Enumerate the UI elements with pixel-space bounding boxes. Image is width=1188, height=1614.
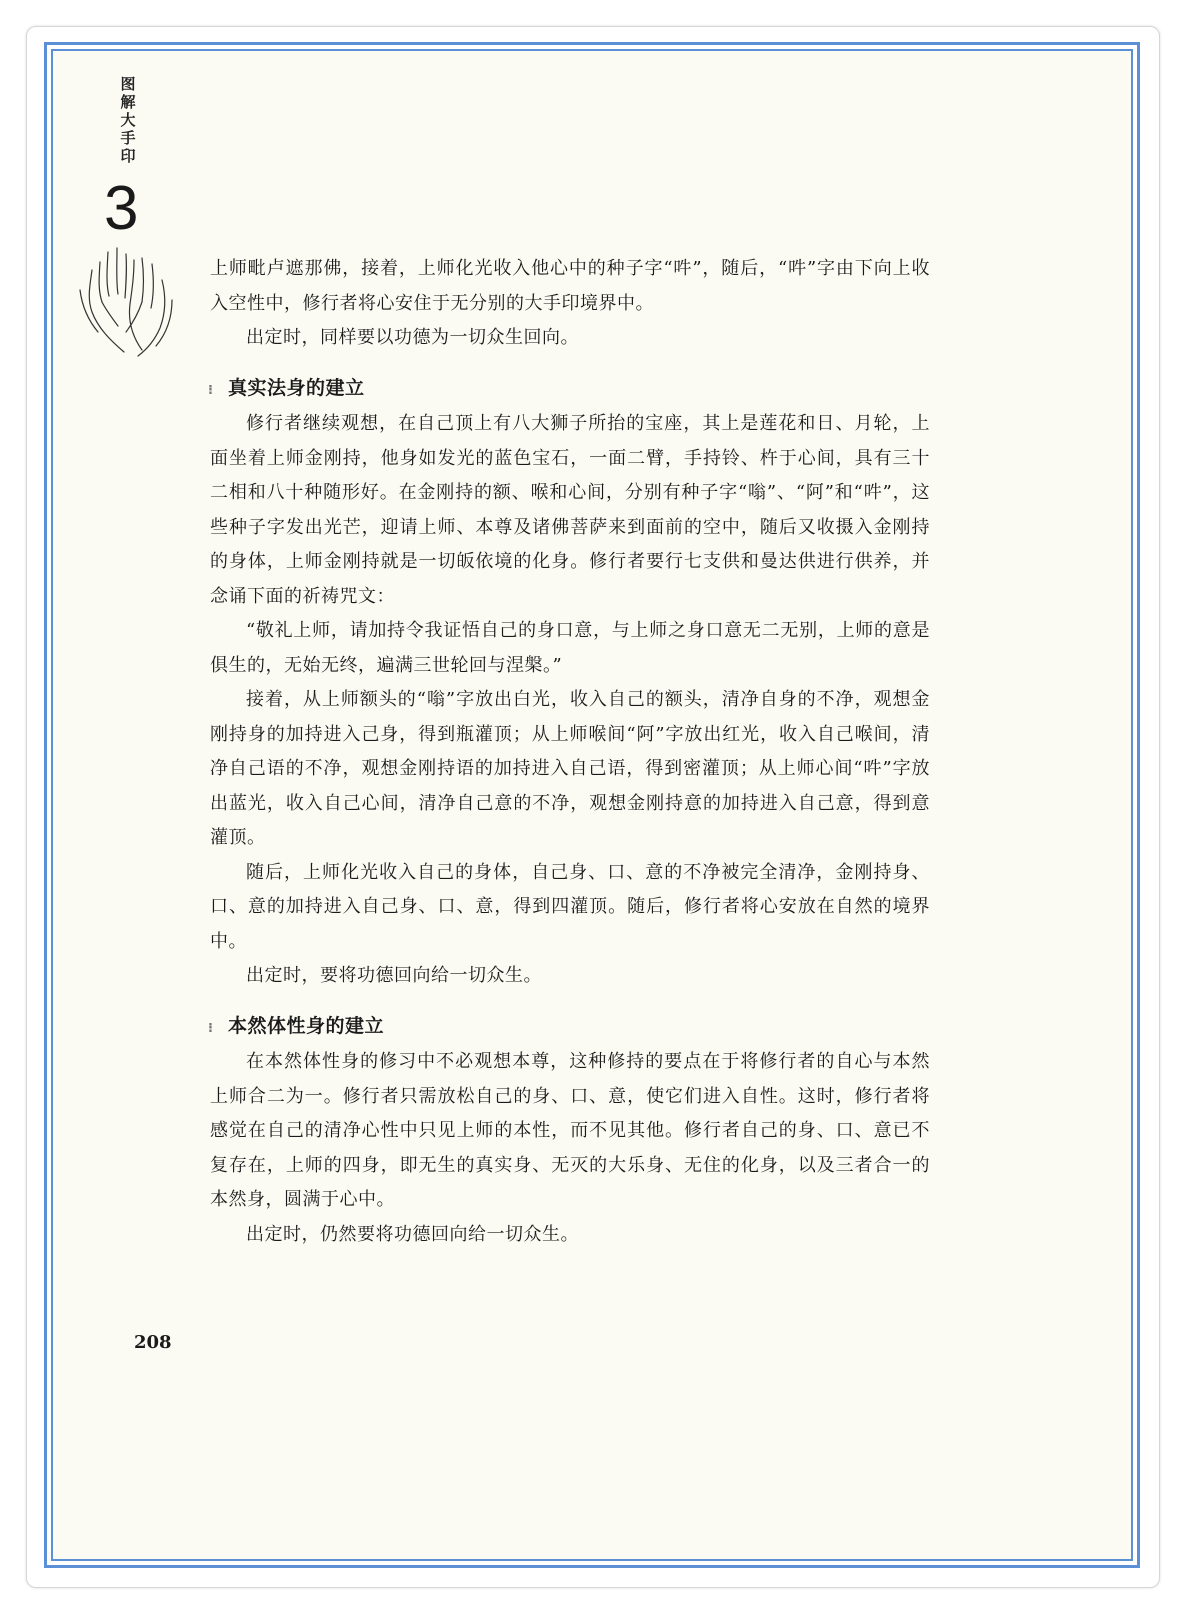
- paragraph: 随后，上师化光收入自己的身体，自己身、口、意的不净被完全清净，金刚持身、口、意的加持进入自己身、口、意，得到四灌顶。随后，修行者将心安放在自然的境界中。: [210, 861, 930, 952]
- chapter-number: 3: [104, 174, 139, 243]
- section-heading-text: 本然体性身的建立: [228, 1014, 385, 1037]
- section-marker-icon: ⁝: [208, 382, 214, 398]
- side-title: 图解大手印: [120, 75, 136, 165]
- paragraph: 上师毗卢遮那佛，接着，上师化光收入他心中的种子字“吽”，随后，“吽”字由下向上收入空性中，修行者将心安住于无分别的大手印境界中。: [210, 258, 930, 314]
- section-marker-icon: ⁝: [208, 1020, 214, 1036]
- paragraph: “敬礼上师，请加持令我证悟自己的身口意，与上师之身口意无二无别，上师的意是俱生的，无始无终，遍满三世轮回与涅槃。”: [210, 620, 930, 676]
- paragraph: 出定时，要将功德回向给一切众生。: [246, 965, 542, 986]
- section-heading-text: 真实法身的建立: [228, 376, 365, 399]
- paragraph: 在本然体性身的修习中不必观想本尊，这种修持的要点在于将修行者的自心与本然上师合二为一。修行者只需放松自己的身、口、意，使它们进入自性。这时，修行者将感觉在自己的清净心性中只见上师的本性，而不见其他。修行者自己的身、口、意已不复存在，上师的四身，即无生的真实身、无灭的大乐身、无住的化身，以及三者合一的本然身，圆满于心中。: [210, 1051, 930, 1210]
- paragraph: 修行者继续观想，在自己顶上有八大狮子所抬的宝座，其上是莲花和日、月轮，上面坐着上师金刚持，他身如发光的蓝色宝石，一面二臂，手持铃、杵于心间，具有三十二相和八十种随形好。在金刚持的额、喉和心间，分别有种子字“嗡”、“阿”和“吽”，这些种子字发出光芒，迎请上师、本尊及诸佛菩萨来到面前的空中，随后又收摄入金刚持的身体，上师金刚持就是一切皈依境的化身。修行者要行七支供和曼达供进行供养，并念诵下面的祈祷咒文：: [210, 413, 930, 607]
- main-text: [210, 252, 930, 1252]
- paragraph: 接着，从上师额头的“嗡”字放出白光，收入自己的额头，清净自身的不净，观想金刚持身的加持进入己身，得到瓶灌顶；从上师喉间“阿”字放出红光，收入自己喉间，清净自己语的不净，观想金刚持语的加持进入自己语，得到密灌顶；从上师心间“吽”字放出蓝光，收入自己心间，清净自己意的不净，观想金刚持意的加持进入自己意，得到意灌顶。: [210, 689, 930, 848]
- paragraph: 出定时，同样要以功德为一切众生回向。: [246, 327, 579, 348]
- section-heading-2: [208, 1009, 930, 1047]
- section-heading-1: [208, 371, 930, 409]
- paragraph: 出定时，仍然要将功德回向给一切众生。: [246, 1223, 579, 1245]
- page-number: 208: [134, 1332, 172, 1353]
- praying-hands-illustration: [72, 240, 182, 362]
